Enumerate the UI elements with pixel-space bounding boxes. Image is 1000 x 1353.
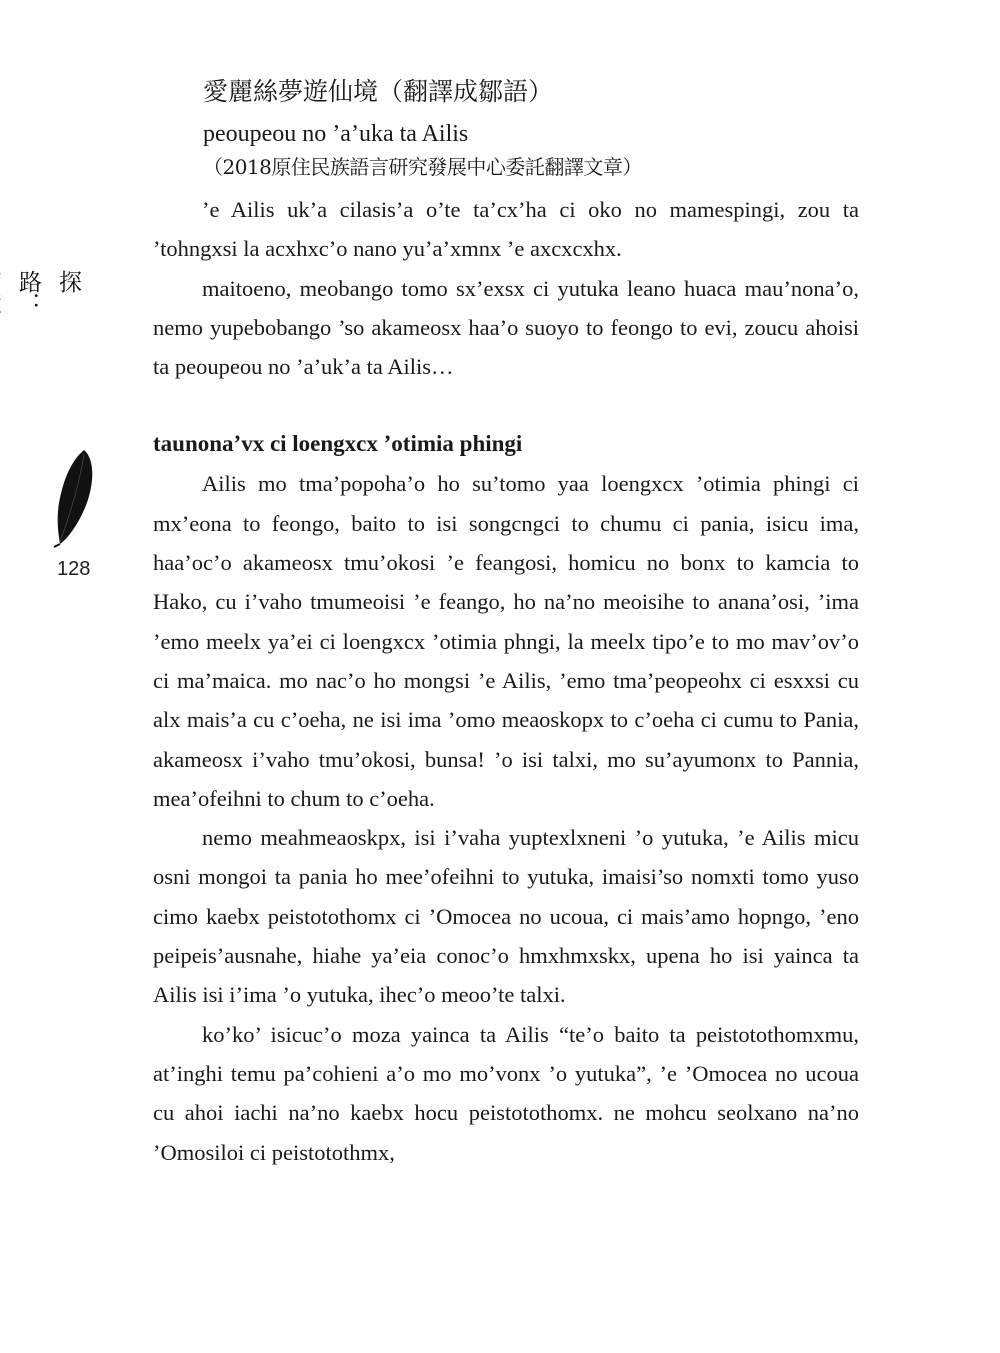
article-subtitle: peoupeou no ’a’uka ta Ailis (203, 121, 469, 147)
intro-paragraph-2: maitoeno, meobango tomo sx’exsx ci yutuka leano huaca mau’nona’o, nemo yupebobango ’so akameosx haa’o suoyo to feongo to evi, zoucu ahoisi ta peoupeou no ’a’uk’a ta Ailis… (153, 275, 859, 380)
intro-paragraph-1: ’e Ailis uk’a cilasis’a o’te ta’cx’ha ci oko no mamespingi, zou ta ’tohngxsi la acxhxc’o nano yu’a’xmnx ’e axcxcxhx. (153, 197, 859, 262)
page-header (203, 74, 883, 182)
feather-icon (50, 448, 100, 548)
page-number: 128 (57, 558, 91, 580)
section-paragraph-3: ko’ko’ isicuc’o moza yainca ta Ailis “te’o baito ta peistotothomxmu, at’inghi temu pa’cohieni a’o mo mo’vonx ’o yutuka”, ’e ’Omocea no ucoua cu ahoi iachi na’no kaebx hocu peistotothomx. ne mohcu seolxano na’no ’Omosiloi ci peistotothmx, (153, 1021, 859, 1165)
article-title: 愛麗絲夢遊仙境（翻譯成鄒語） (203, 77, 554, 106)
section-heading: taunona’vx ci loengxcx ’otimia phingi (153, 431, 523, 457)
article-source-note: （2018原住民族語言研究發展中心委託翻譯文章） (203, 155, 642, 179)
book-title-vertical: 探路： (15, 270, 81, 314)
section-paragraph-1: Ailis mo tma’popoha’o ho su’tomo yaa loengxcx ’otimia phingi ci mx’eona to feongo, baito to isi songcngci to chumu ci pania, isicu ima, haa’oc’o akameosx tmu’okosi ’e feangosi, homicu no bonx to kamcia to Hako, cu i’vaho tmumeoisi ’e feango, ho na’no meoisihe to anana’osi, ’ima ’emo meelx ya’ei ci loengxcx ’otimia phngi, la meelx tipo’e to mo mav’ov’o ci ma’maica. mo nac’o ho mongsi ’e Ailis, ’emo tma’peopeohx ci esxxsi cu alx mais’a cu c’oeha, ne isi ima ’omo meaoskopx to c’oeha ci cumu to Pania, akameosx i’vaho tmu’okosi, bunsa! ’o isi talxi, mo su’ayumonx to Pannia, mea’ofeihni to chum to c’oeha. (153, 471, 859, 811)
body-text (153, 190, 859, 1172)
section-paragraph-2: nemo meahmeaoskpx, isi i’vaha yuptexlxneni ’o yutuka, ’e Ailis micu osni mongoi ta pania ho mee’ofeihni to yutuka, imaisi’so nomxti tomo yuso cimo kaebx peistotothomx ci ’Omocea no ucoua, ci mais’amo hopngo, ’eno peipeis’ausnahe, hiahe ya’eia conoc’o hmxhmxskx, upena ho isi yainca ta Ailis isi i’ima ’o yutuka, ihec’o meoo’te talxi. (153, 825, 859, 1008)
